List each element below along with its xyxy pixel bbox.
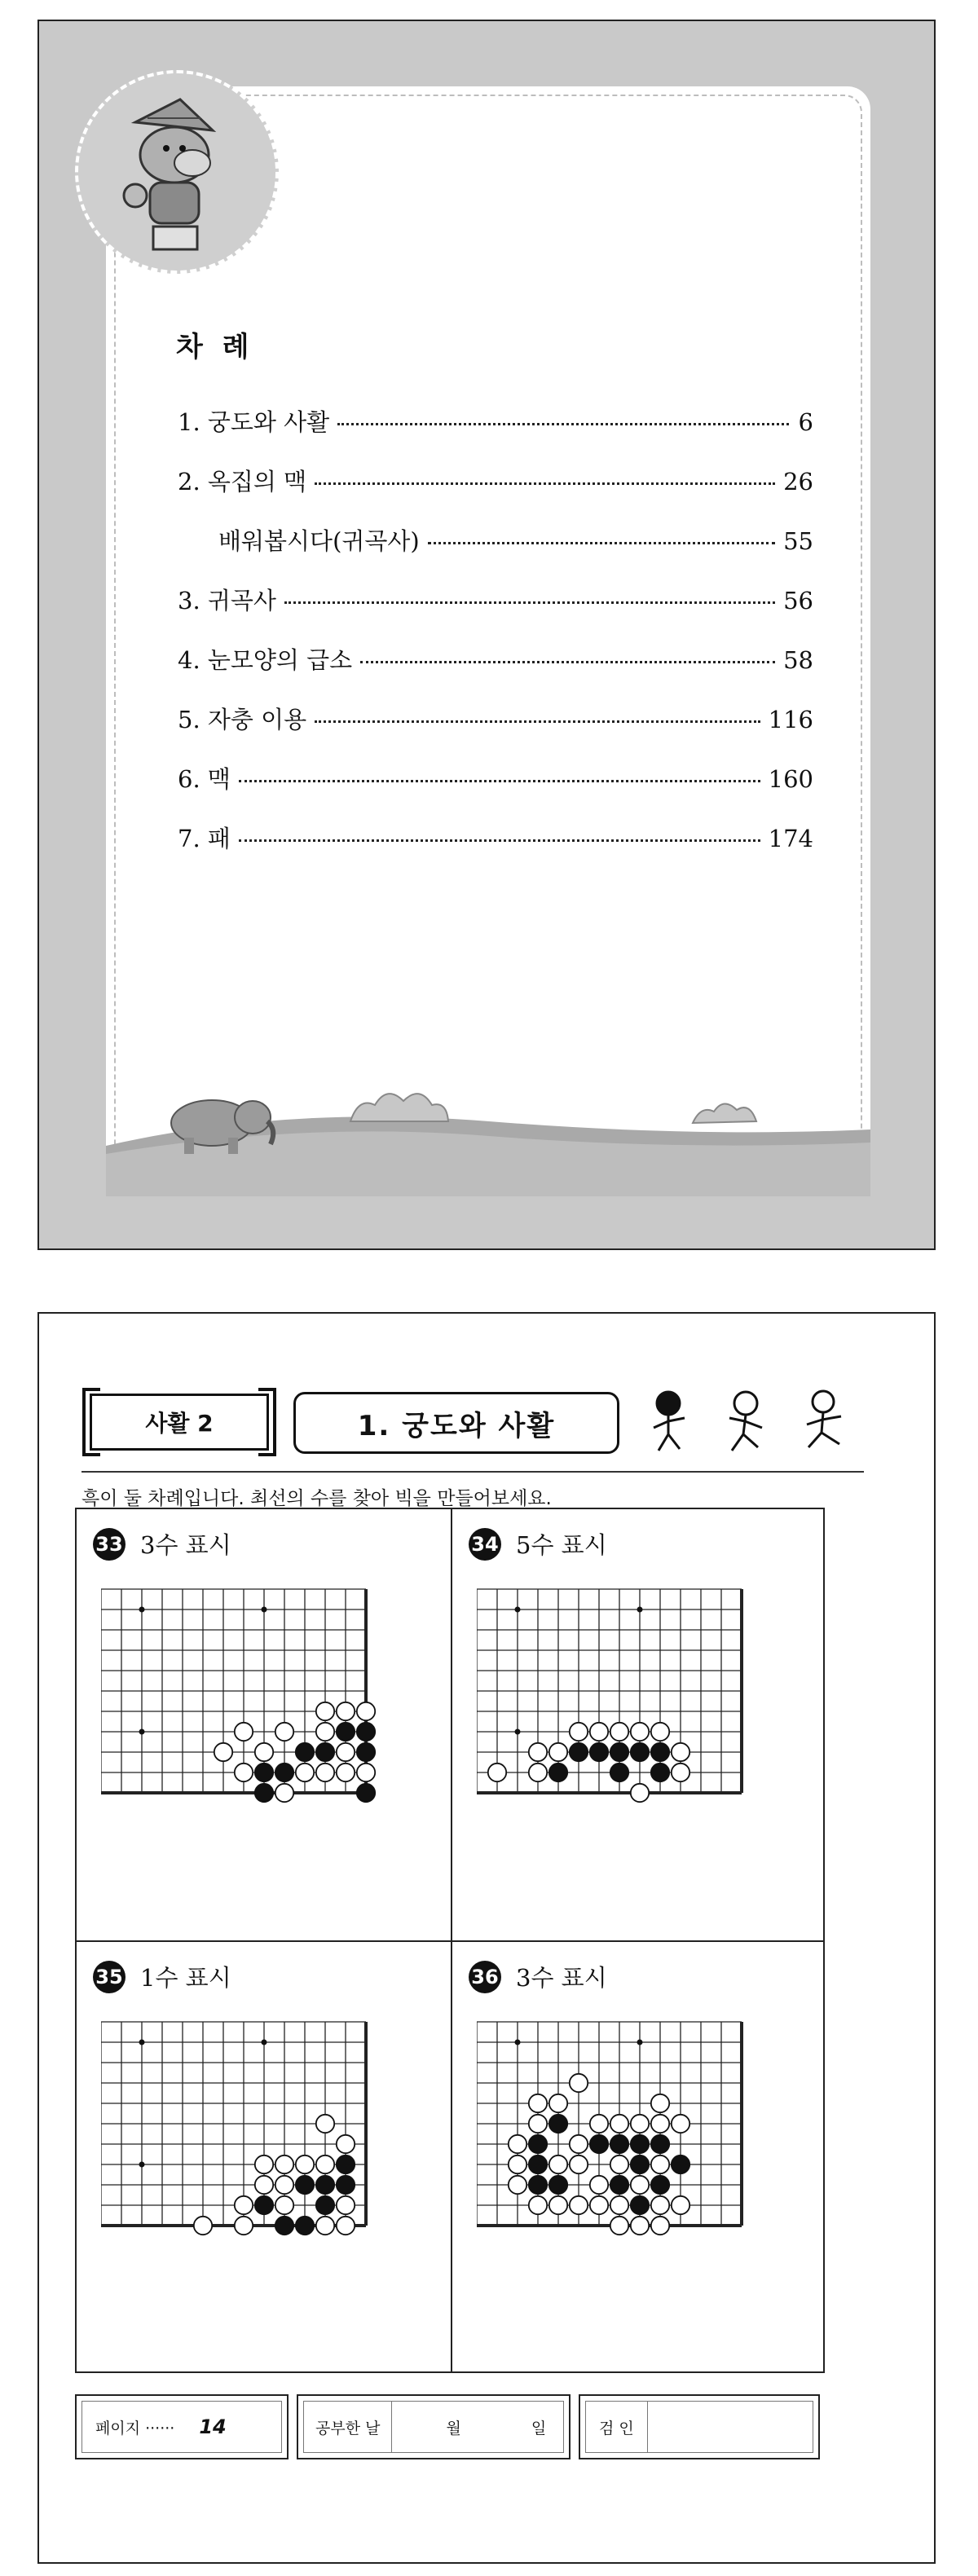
black-stone	[590, 2135, 608, 2153]
white-stone	[296, 2155, 314, 2173]
black-stone	[651, 1743, 669, 1761]
farmer-cow-icon	[78, 73, 275, 271]
white-stone	[509, 2155, 526, 2173]
star-point	[515, 2040, 521, 2045]
white-stone	[337, 1764, 355, 1781]
black-stone	[255, 1784, 273, 1802]
black-stone	[529, 2155, 547, 2173]
white-stone	[337, 2196, 355, 2214]
black-stone	[529, 2176, 547, 2194]
exercise-header	[90, 1377, 864, 1467]
white-stone	[672, 1764, 689, 1781]
go-board[interactable]	[101, 1583, 427, 1925]
white-stone	[357, 1764, 375, 1781]
toc-entry[interactable]	[178, 821, 813, 880]
black-stone	[337, 2176, 355, 2194]
toc-leader-dots	[239, 839, 760, 842]
black-stone	[631, 2196, 649, 2214]
toc-leader-dots	[239, 780, 760, 782]
white-stone	[610, 2196, 628, 2214]
black-stone	[275, 2217, 293, 2235]
black-stone	[357, 1743, 375, 1761]
toc-entry[interactable]	[178, 702, 813, 761]
toc-entry-label: 배워봅시다(귀곡사)	[218, 527, 420, 555]
toc-entry[interactable]	[178, 523, 813, 583]
white-stone	[529, 2115, 547, 2133]
white-stone	[549, 2094, 567, 2112]
black-stone	[672, 2155, 689, 2173]
white-stone	[337, 2217, 355, 2235]
white-stone	[296, 1764, 314, 1781]
toc-leader-dots	[284, 601, 775, 604]
page-box	[75, 2394, 289, 2459]
problem-grid	[75, 1508, 825, 2373]
black-stone	[610, 2135, 628, 2153]
white-stone	[570, 2155, 588, 2173]
white-stone	[357, 1702, 375, 1720]
white-stone	[549, 2196, 567, 2214]
white-stone	[590, 1723, 608, 1741]
problem-34	[452, 1509, 826, 1940]
star-point	[637, 1607, 643, 1613]
header-divider	[82, 1471, 864, 1473]
star-point	[637, 2040, 643, 2045]
study-date-box	[297, 2394, 570, 2459]
black-stone	[357, 1784, 375, 1802]
black-stone	[631, 2135, 649, 2153]
white-stone	[275, 2155, 293, 2173]
toc-title: 차 례	[176, 331, 254, 363]
star-point	[515, 1729, 521, 1735]
toc-entry-label: 6. 맥	[178, 765, 231, 793]
white-stone	[651, 2115, 669, 2133]
white-stone	[529, 2196, 547, 2214]
white-stone	[610, 1723, 628, 1741]
black-stone	[651, 2176, 669, 2194]
white-stone	[651, 2094, 669, 2112]
toc-entry[interactable]	[178, 464, 813, 523]
problem-label: 5수 표시	[516, 1531, 607, 1559]
white-stone	[316, 2115, 334, 2133]
white-stone	[275, 2176, 293, 2194]
problem-number: 33	[93, 1528, 126, 1561]
black-stone	[610, 1743, 628, 1761]
footer-boxes	[75, 2394, 825, 2459]
instruction-text: 흑이 둘 차례입니다. 최선의 수를 찾아 빅을 만들어보세요.	[82, 1488, 552, 1509]
white-stone	[631, 1723, 649, 1741]
toc-entry-page: 6	[798, 408, 813, 436]
toc-entry-label: 1. 궁도와 사활	[178, 408, 330, 436]
white-stone	[235, 1723, 253, 1741]
white-stone	[672, 1743, 689, 1761]
toc-leader-dots	[315, 720, 760, 723]
white-stone	[631, 1784, 649, 1802]
white-stone	[316, 1723, 334, 1741]
toc-entry-page: 55	[783, 527, 813, 555]
black-stone	[610, 1764, 628, 1781]
toc-entry-label: 3. 귀곡사	[178, 587, 276, 614]
problem-35	[77, 1942, 451, 2373]
problem-number: 35	[93, 1961, 126, 1993]
toc-entry-page: 58	[783, 646, 813, 674]
problem-label: 3수 표시	[140, 1531, 231, 1559]
white-stone	[570, 2196, 588, 2214]
white-stone	[651, 1723, 669, 1741]
white-stone	[509, 2135, 526, 2153]
white-stone	[194, 2217, 212, 2235]
star-point	[139, 1607, 145, 1613]
problem-number: 36	[469, 1961, 501, 1993]
white-stone	[549, 1743, 567, 1761]
black-stone	[651, 1764, 669, 1781]
star-point	[262, 1607, 267, 1613]
white-stone	[651, 2217, 669, 2235]
black-stone	[337, 1723, 355, 1741]
white-stone	[549, 2155, 567, 2173]
toc-entry-page: 174	[768, 825, 813, 852]
white-stone	[235, 2217, 253, 2235]
white-stone	[570, 2074, 588, 2092]
black-stone	[296, 1743, 314, 1761]
check-box	[579, 2394, 820, 2459]
white-stone	[275, 1784, 293, 1802]
black-stone	[296, 2217, 314, 2235]
white-stone	[631, 2217, 649, 2235]
white-stone	[214, 1743, 232, 1761]
white-stone	[275, 2196, 293, 2214]
white-stone	[316, 1764, 334, 1781]
toc-entry[interactable]	[178, 404, 813, 464]
page-number: 14	[199, 2415, 227, 2438]
day-label[interactable]: 일	[531, 2419, 547, 2437]
white-stone	[529, 1743, 547, 1761]
white-stone	[275, 1723, 293, 1741]
white-stone	[316, 2155, 334, 2173]
black-stone	[316, 2176, 334, 2194]
problem-number: 34	[469, 1528, 501, 1561]
black-stone	[549, 2115, 567, 2133]
problem-36	[452, 1942, 826, 2373]
black-stone	[255, 1764, 273, 1781]
white-stone	[255, 2155, 273, 2173]
black-stone	[590, 1743, 608, 1761]
mascot-badge	[75, 70, 279, 274]
white-stone	[529, 1764, 547, 1781]
white-stone	[316, 2217, 334, 2235]
landscape-illustration	[106, 1072, 870, 1196]
white-stone	[610, 2155, 628, 2173]
toc-entry[interactable]	[178, 761, 813, 821]
white-stone	[672, 2115, 689, 2133]
black-stone	[651, 2135, 669, 2153]
toc-entry[interactable]	[178, 642, 813, 702]
white-stone	[610, 2217, 628, 2235]
toc-entry-page: 26	[783, 468, 813, 495]
page-label: 페이지 ······	[95, 2419, 175, 2437]
white-stone	[590, 2115, 608, 2133]
toc-leader-dots	[428, 542, 775, 544]
running-kids-icon	[636, 1385, 864, 1459]
month-label[interactable]: 월	[446, 2419, 461, 2437]
white-stone	[631, 2115, 649, 2133]
white-stone	[337, 2135, 355, 2153]
white-stone	[672, 2196, 689, 2214]
white-stone	[509, 2176, 526, 2194]
star-point	[139, 2162, 145, 2168]
white-stone	[651, 2155, 669, 2173]
toc-entry-page: 116	[768, 706, 813, 733]
star-point	[139, 2040, 145, 2045]
black-stone	[296, 2176, 314, 2194]
black-stone	[316, 1743, 334, 1761]
black-stone	[529, 2135, 547, 2153]
white-stone	[255, 2176, 273, 2194]
white-stone	[235, 1764, 253, 1781]
white-stone	[631, 2176, 649, 2194]
toc-entry-label: 5. 자충 이용	[178, 706, 307, 733]
go-board[interactable]	[477, 2015, 803, 2358]
problem-label: 1수 표시	[140, 1964, 231, 1992]
white-stone	[570, 1723, 588, 1741]
white-stone	[316, 1702, 334, 1720]
toc-page	[37, 20, 936, 1250]
chapter-title: 1. 궁도와 사활	[293, 1392, 619, 1454]
check-label: 검 인	[586, 2402, 648, 2452]
toc-entry-label: 2. 옥집의 맥	[178, 468, 307, 495]
white-stone	[570, 2135, 588, 2153]
star-point	[515, 1607, 521, 1613]
check-stamp-area[interactable]	[648, 2402, 813, 2452]
white-stone	[610, 2115, 628, 2133]
white-stone	[590, 2176, 608, 2194]
white-stone	[337, 1743, 355, 1761]
white-stone	[255, 1743, 273, 1761]
toc-entry-page: 160	[768, 765, 813, 793]
black-stone	[570, 1743, 588, 1761]
toc-entry-label: 7. 패	[178, 825, 231, 852]
study-date-label: 공부한 날	[304, 2402, 392, 2452]
white-stone	[235, 2196, 253, 2214]
problem-label: 3수 표시	[516, 1964, 607, 1992]
section-badge: 사활 2	[90, 1394, 269, 1451]
white-stone	[488, 1764, 506, 1781]
black-stone	[631, 1743, 649, 1761]
black-stone	[316, 2196, 334, 2214]
black-stone	[357, 1723, 375, 1741]
black-stone	[275, 1764, 293, 1781]
black-stone	[255, 2196, 273, 2214]
white-stone	[529, 2094, 547, 2112]
black-stone	[337, 2155, 355, 2173]
toc-leader-dots	[315, 482, 775, 485]
toc-leader-dots	[337, 423, 789, 425]
white-stone	[590, 2196, 608, 2214]
black-stone	[549, 2176, 567, 2194]
toc-entry-label: 4. 눈모양의 급소	[178, 646, 353, 674]
black-stone	[631, 2155, 649, 2173]
white-stone	[337, 1702, 355, 1720]
problem-33	[77, 1509, 451, 1940]
star-point	[139, 1729, 145, 1735]
black-stone	[610, 2176, 628, 2194]
toc-list	[178, 404, 813, 880]
go-board[interactable]	[477, 1583, 803, 1925]
white-stone	[651, 2196, 669, 2214]
toc-leader-dots	[360, 661, 775, 663]
star-point	[262, 2040, 267, 2045]
black-stone	[549, 1764, 567, 1781]
toc-entry[interactable]	[178, 583, 813, 642]
toc-entry-page: 56	[783, 587, 813, 614]
go-board[interactable]	[101, 2015, 427, 2358]
